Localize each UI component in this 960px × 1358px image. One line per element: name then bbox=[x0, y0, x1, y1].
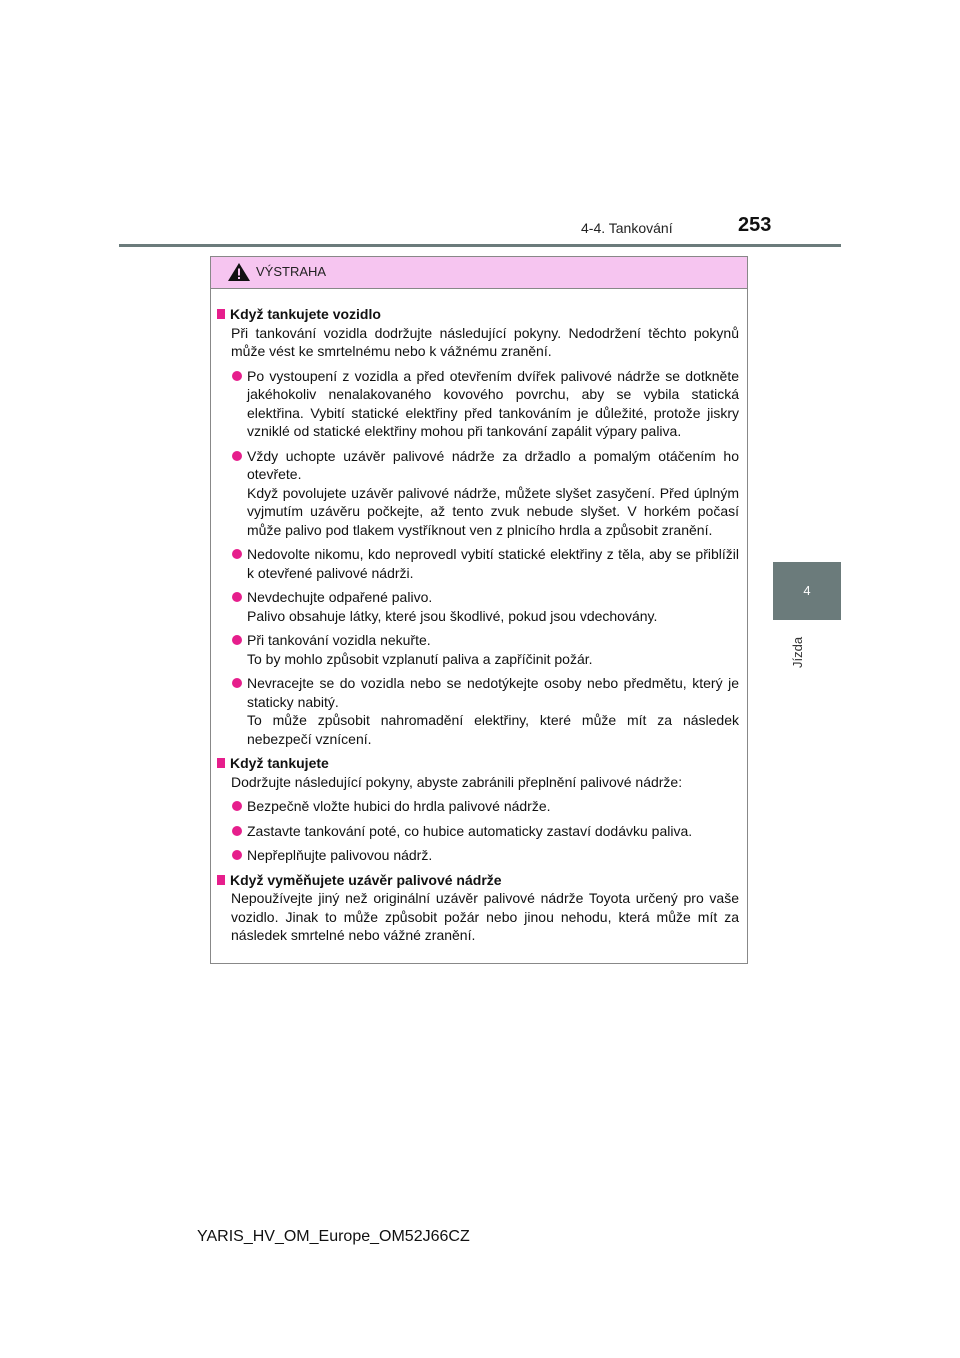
section-intro: Při tankování vozidla dodržujte následující pokyny. Nedodržení těchto pokynů může vést ke smrtelnému nebo k vážnému zranění. bbox=[231, 324, 739, 359]
round-bullet-icon bbox=[232, 371, 242, 381]
section-heading bbox=[217, 871, 739, 890]
list-item-text: Palivo obsahuje látky, které jsou škodlivé, pokud jsou vdechovány. bbox=[247, 607, 658, 624]
list-item bbox=[217, 447, 739, 540]
section-heading-text: Když tankujete bbox=[230, 755, 329, 771]
list-item bbox=[217, 588, 739, 625]
warning-box bbox=[210, 256, 748, 964]
section-heading bbox=[217, 754, 739, 773]
list-item-text: Po vystoupení z vozidla a před otevřením dvířek palivové nádrže se dotkněte jakéhokoliv nenalakovaného kovového povrchu, aby se vybila statická elektřina. Vybití statické elektřiny před tankováním je důležité, protože jiskry vzniklé od statické elektřiny mohou při tankování zapálit výpary paliva. bbox=[247, 367, 739, 439]
square-bullet-icon bbox=[217, 309, 225, 319]
section-intro: Dodržujte následující pokyny, abyste zabránili přeplnění palivové nádrže: bbox=[231, 773, 683, 790]
section-heading bbox=[217, 305, 739, 324]
list-item bbox=[217, 367, 739, 441]
section-heading-text: Když tankujete vozidlo bbox=[230, 306, 381, 322]
list-item bbox=[217, 822, 739, 841]
list-item bbox=[217, 846, 739, 865]
round-bullet-icon bbox=[232, 451, 242, 461]
square-bullet-icon bbox=[217, 875, 225, 885]
warning-header bbox=[211, 257, 747, 289]
chapter-tab: 4 bbox=[773, 562, 841, 620]
list-item-text: To by mohlo způsobit vzplanutí paliva a zapříčinit požár. bbox=[247, 650, 593, 667]
list-item-text: Bezpečně vložte hubici do hrdla palivové nádrže. bbox=[247, 798, 551, 814]
list-item-text: To může způsobit nahromadění elektřiny, které může mít za následek nebezpečí vznícení. bbox=[247, 712, 739, 747]
document-id: YARIS_HV_OM_Europe_OM52J66CZ bbox=[197, 1228, 470, 1245]
header-rule bbox=[119, 244, 841, 247]
list-item bbox=[217, 674, 739, 748]
list-item-text: Nevdechujte odpařené palivo. bbox=[247, 589, 433, 605]
round-bullet-icon bbox=[232, 678, 242, 688]
list-item-text: Vždy uchopte uzávěr palivové nádrže za držadlo a pomalým otáčením ho otevřete. bbox=[247, 447, 739, 482]
chapter-label: Jízda bbox=[790, 636, 805, 668]
list-item-text: Když povolujete uzávěr palivové nádrže, můžete slyšet zasyčení. Před úplným vyjmutím uzávěru počkejte, až tento zvuk nebude slyšet. V horkém počasí může palivo pod tlakem vystříknout ven z plnicího hrdla a způsobit zranění. bbox=[247, 484, 739, 538]
section-intro: Nepoužívejte jiný než originální uzávěr palivové nádrže Toyota určený pro vaše vozidlo. Jinak to může způsobit požár nebo jinou nehodu, která může mít za následek smrtelné nebo vážné zranění. bbox=[231, 890, 739, 943]
warning-title: VÝSTRAHA bbox=[256, 264, 327, 279]
round-bullet-icon bbox=[232, 826, 242, 836]
warning-body bbox=[211, 289, 747, 945]
warning-icon bbox=[227, 262, 251, 282]
round-bullet-icon bbox=[232, 592, 242, 602]
list-item-text: Nevracejte se do vozidla nebo se nedotýkejte osoby nebo předmětu, který je staticky nabitý. bbox=[247, 675, 739, 710]
round-bullet-icon bbox=[232, 549, 242, 559]
list-item-text: Nepřeplňujte palivovou nádrž. bbox=[247, 847, 433, 863]
header-section-title: 4-4. Tankování bbox=[581, 220, 673, 236]
list-item-text: Zastavte tankování poté, co hubice automaticky zastaví dodávku paliva. bbox=[247, 822, 693, 839]
list-item-text: Nedovolte nikomu, kdo neprovedl vybití statické elektřiny z těla, aby se přiblížil k otevřené palivové nádrži. bbox=[247, 546, 739, 581]
list-item bbox=[217, 545, 739, 582]
round-bullet-icon bbox=[232, 850, 242, 860]
square-bullet-icon bbox=[217, 758, 225, 768]
list-item bbox=[217, 631, 739, 668]
section-heading-text: Když vyměňujete uzávěr palivové nádrže bbox=[230, 871, 502, 888]
round-bullet-icon bbox=[232, 635, 242, 645]
list-item bbox=[217, 797, 739, 816]
round-bullet-icon bbox=[232, 801, 242, 811]
list-item-text: Při tankování vozidla nekuřte. bbox=[247, 632, 431, 648]
page-number: 253 bbox=[738, 214, 772, 236]
